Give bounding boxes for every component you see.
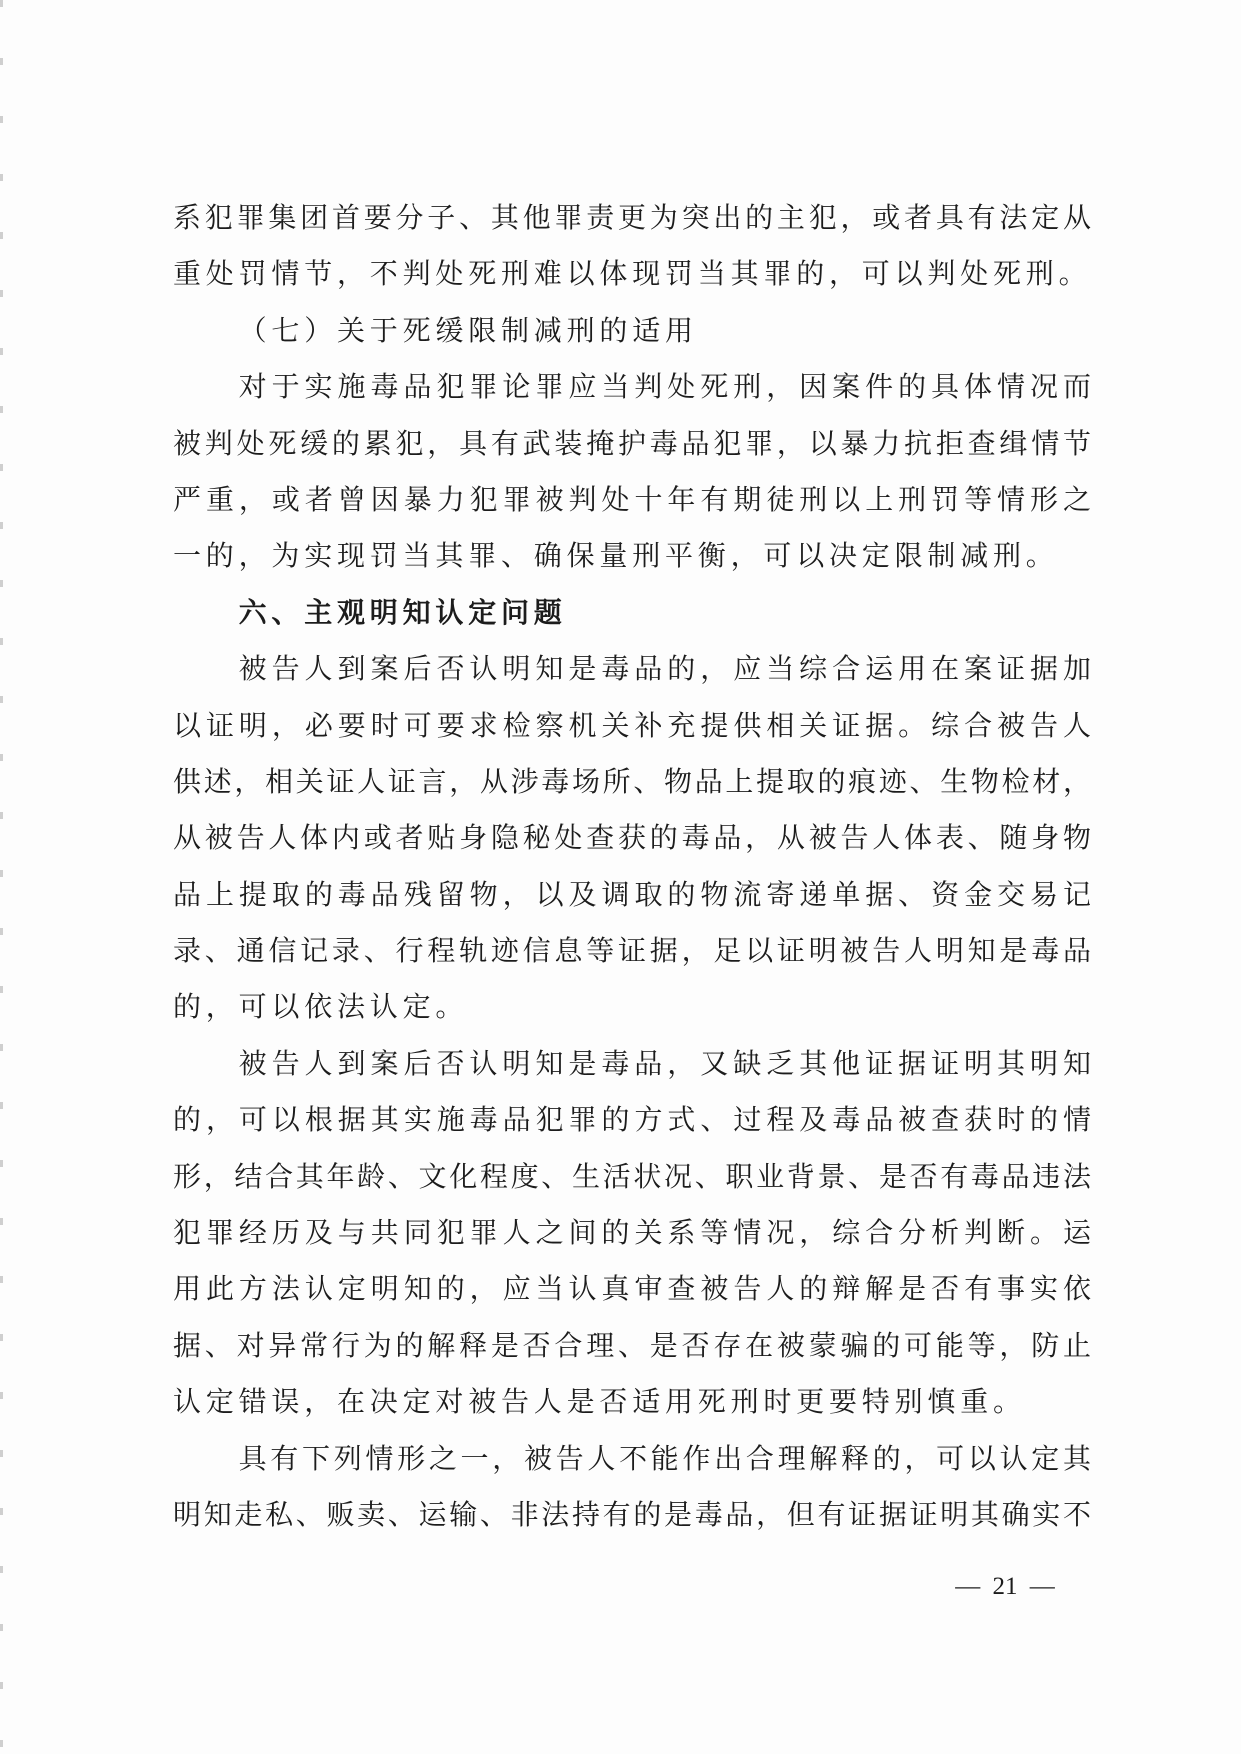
text-line: 品上提取的毒品残留物，以及调取的物流寄递单据、资金交易记 xyxy=(173,877,1091,911)
text-line: 犯罪经历及与共同犯罪人之间的关系等情况，综合分析判断。运 xyxy=(173,1216,1091,1250)
text-line: 重处罚情节，不判处死刑难以体现罚当其罪的，可以判处死刑。 xyxy=(173,257,1091,291)
page-number: — 21 — xyxy=(955,1573,1055,1600)
text-line: 被告人到案后否认明知是毒品的，应当综合运用在案证据加 xyxy=(238,652,1091,686)
text-line: 录、通信记录、行程轨迹信息等证据，足以证明被告人明知是毒品 xyxy=(173,934,1091,968)
text-line: 被判处死缓的累犯，具有武装掩护毒品犯罪，以暴力抗拒查缉情节 xyxy=(173,426,1091,460)
text-line: 对于实施毒品犯罪论罪应当判处死刑，因案件的具体情况而 xyxy=(238,370,1091,404)
text-line: 的，可以依法认定。 xyxy=(173,990,469,1024)
text-line: 形，结合其年龄、文化程度、生活状况、职业背景、是否有毒品违法 xyxy=(173,1159,1091,1193)
text-line: 认定错误，在决定对被告人是否适用死刑时更要特别慎重。 xyxy=(173,1385,1026,1419)
text-line: 的，可以根据其实施毒品犯罪的方式、过程及毒品被查获时的情 xyxy=(173,1103,1091,1137)
text-line: 用此方法认定明知的，应当认真审查被告人的辩解是否有事实依 xyxy=(173,1272,1091,1306)
scan-edge xyxy=(0,0,3,1754)
text-line: 一的，为实现罚当其罪、确保量刑平衡，可以决定限制减刑。 xyxy=(173,539,1059,573)
text-line: 明知走私、贩卖、运输、非法持有的是毒品，但有证据证明其确实不 xyxy=(173,1497,1091,1531)
text-line: 系犯罪集团首要分子、其他罪责更为突出的主犯，或者具有法定从 xyxy=(173,201,1091,234)
section-heading: 六、主观明知认定问题 xyxy=(238,595,567,629)
text-line: 以证明，必要时可要求检察机关补充提供相关证据。综合被告人 xyxy=(173,708,1091,742)
text-line: 严重，或者曾因暴力犯罪被判处十年有期徒刑以上刑罚等情形之 xyxy=(173,482,1091,516)
subsection-heading: （七）关于死缓限制减刑的适用 xyxy=(238,313,698,347)
text-line: 供述，相关证人证言，从涉毒场所、物品上提取的痕迹、生物检材， xyxy=(173,764,1091,798)
document-body xyxy=(173,190,1091,1543)
text-line: 具有下列情形之一，被告人不能作出合理解释的，可以认定其 xyxy=(238,1441,1091,1475)
text-line: 据、对异常行为的解释是否合理、是否存在被蒙骗的可能等，防止 xyxy=(173,1328,1091,1362)
text-line: 被告人到案后否认明知是毒品，又缺乏其他证据证明其明知 xyxy=(238,1046,1091,1080)
text-line: 从被告人体内或者贴身隐秘处查获的毒品，从被告人体表、随身物 xyxy=(173,821,1091,855)
